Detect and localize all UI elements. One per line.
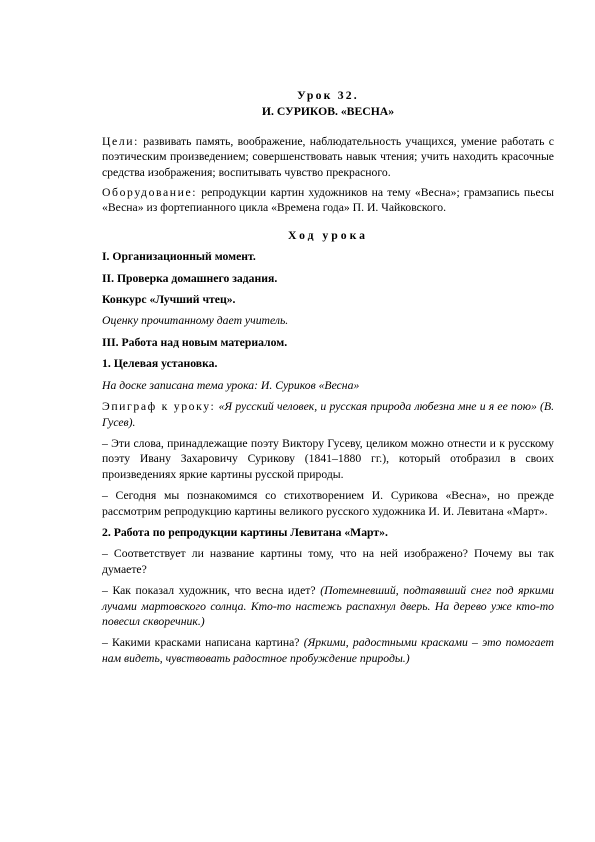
section-3-heading: III. Работа над новым материалом. xyxy=(102,335,288,349)
teacher-note: Оценку прочитанному дает учитель. xyxy=(102,314,289,328)
question-3-answer: (Яркими, радостными красками – это помогает нам видеть, чувствовать радостное пробуждение природы.) xyxy=(102,636,554,665)
equipment-paragraph xyxy=(102,185,554,216)
question-2 xyxy=(102,583,554,629)
section-1-heading: I. Организационный момент. xyxy=(102,250,256,264)
goal-setting-heading: 1. Целевая установка. xyxy=(102,357,218,371)
document-page xyxy=(102,80,554,666)
equipment-text: репродукции картин художников на тему «Весна»; грамзапись пьесы «Весна» из фортепианного цикла «Времена года» П. И. Чайковского. xyxy=(102,186,554,215)
work-heading: 2. Работа по репродукции картины Левитана «Март». xyxy=(102,525,388,539)
paragraph-today: – Сегодня мы познакомимся со стихотворением И. Сурикова «Весна», но прежде рассмотрим репродукцию картины великого русского художника И. И. Левитана «Март». xyxy=(102,489,554,518)
equipment-label: Оборудование: xyxy=(102,186,198,200)
goals-paragraph xyxy=(102,134,554,180)
question-2-answer: (Потемневший, подтаявший снег под яркими лучами мартовского солнца. Кто-то настежь распахнул дверь. На дерево уже кто-то повесил скворечник.) xyxy=(102,584,555,628)
goals-text: развивать память, воображение, наблюдательность учащихся, умение работать с поэтическим произведением; совершенствовать навык чтения; учить находить красочные средства изображения; воспитывать чувство прекрасного. xyxy=(102,134,554,179)
plan-title: Ход урока xyxy=(287,228,368,242)
section-2-heading: II. Проверка домашнего задания. xyxy=(102,271,278,285)
epigraph-label: Эпиграф к уроку: xyxy=(102,400,216,414)
epigraph-paragraph xyxy=(102,399,554,430)
lesson-number: Урок 32. xyxy=(297,89,359,102)
goals-label: Цели: xyxy=(102,134,139,148)
question-2-text: – Как показал художник, что весна идет? xyxy=(102,584,321,598)
board-note: На доске записана тема урока: И. Суриков «Весна» xyxy=(102,378,360,392)
paragraph-gusev: – Эти слова, принадлежащие поэту Виктору Гусеву, целиком можно отнести и к русскому поэту Ивану Захаровичу Сурикову (1841–1880 гг.), который отобразил в своих произведениях яркие картины русской природы. xyxy=(102,436,554,481)
question-3-text: – Какими красками написана картина? xyxy=(102,636,304,650)
contest-heading: Конкурс «Лучший чтец». xyxy=(102,293,236,307)
question-1: – Соответствует ли название картины тому, что на ней изображено? Почему вы так думаете? xyxy=(102,547,554,576)
lesson-topic: И. СУРИКОВ. «ВЕСНА» xyxy=(261,105,395,119)
epigraph-text: «Я русский человек, и русская природа любезна мне и я ее пою» (В. Гусев). xyxy=(102,400,554,429)
question-3 xyxy=(102,635,554,666)
